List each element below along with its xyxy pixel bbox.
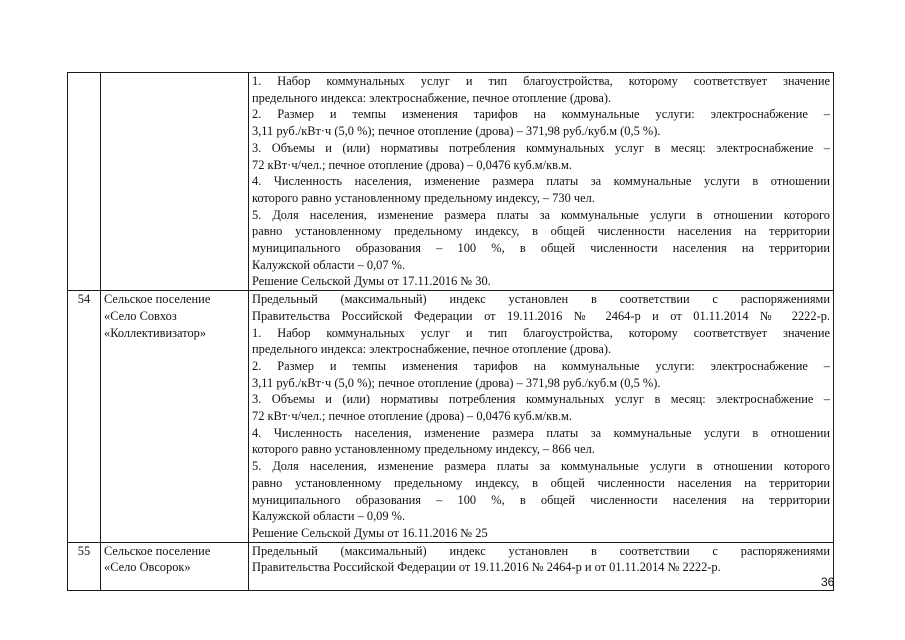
- description-line: муниципального образования – 100 %, в общей численности населения на территории: [252, 492, 830, 507]
- table-row: [68, 291, 834, 543]
- settlements-table: [67, 72, 834, 591]
- settlement-name-line: «Коллективизатор»: [104, 325, 207, 340]
- settlement-name: [101, 73, 249, 291]
- table-row: [68, 73, 834, 291]
- settlement-name-line: Сельское поселение: [104, 543, 211, 558]
- row-number: 54: [68, 291, 101, 543]
- row-number: 55: [68, 542, 101, 590]
- description-line: Калужской области – 0,09 %.: [252, 509, 406, 524]
- settlement-name: [101, 291, 249, 543]
- description-line: Калужской области – 0,07 %.: [252, 257, 406, 272]
- page-number: 36: [821, 575, 835, 589]
- description-line: 5. Доля населения, изменение размера платы за коммунальные услуги в отношении которого: [252, 459, 830, 474]
- table-row: [68, 542, 834, 590]
- description-line: Решение Сельской Думы от 17.11.2016 № 30.: [252, 274, 491, 289]
- description-line: 3,11 руб./кВт·ч (5,0 %); печное отопление (дрова) – 371,98 руб./куб.м (0,5 %).: [252, 375, 661, 390]
- description-line: 1. Набор коммунальных услуг и тип благоустройства, которому соответствует значение: [252, 325, 830, 340]
- description-line: предельного индекса: электроснабжение, печное отопление (дрова).: [252, 342, 612, 357]
- description-line: 2. Размер и темпы изменения тарифов на коммунальные услуги: электроснабжение –: [252, 358, 830, 373]
- description-line: Предельный (максимальный) индекс установлен в соответствии с распоряжениями: [252, 292, 830, 307]
- description-line: равно установленному предельному индексу, в общей численности населения на территории: [252, 224, 830, 239]
- description-line: 72 кВт·ч/чел.; печное отопление (дрова) – 0,0476 куб.м/кв.м.: [252, 409, 572, 424]
- index-description: [249, 73, 834, 291]
- index-description: [249, 542, 834, 590]
- description-line: муниципального образования – 100 %, в общей численности населения на территории: [252, 241, 830, 256]
- description-line: Предельный (максимальный) индекс установлен в соответствии с распоряжениями: [252, 543, 830, 558]
- description-line: 72 кВт·ч/чел.; печное отопление (дрова) – 0,0476 куб.м/кв.м.: [252, 157, 572, 172]
- settlement-name-line: «Село Овсорок»: [104, 560, 191, 575]
- settlement-name-line: «Село Совхоз: [104, 308, 177, 323]
- description-line: 5. Доля населения, изменение размера платы за коммунальные услуги в отношении которого: [252, 207, 830, 222]
- row-number: [68, 73, 101, 291]
- description-line: Правительства Российской Федерации от 19.11.2016 № 2464-р и от 01.11.2014 № 2222-р.: [252, 560, 721, 575]
- index-description: [249, 291, 834, 543]
- description-line: предельного индекса: электроснабжение, печное отопление (дрова).: [252, 90, 612, 105]
- description-line: Решение Сельской Думы от 16.11.2016 № 25: [252, 525, 488, 540]
- description-line: 3. Объемы и (или) нормативы потребления коммунальных услуг в месяц: электроснабжение –: [252, 140, 830, 155]
- description-line: 4. Численность населения, изменение размера платы за коммунальные услуги в отношении: [252, 174, 830, 189]
- settlement-name: [101, 542, 249, 590]
- description-line: равно установленному предельному индексу, в общей численности населения на территории: [252, 475, 830, 490]
- settlements-table-body: [68, 73, 834, 591]
- description-line: 3,11 руб./кВт·ч (5,0 %); печное отопление (дрова) – 371,98 руб./куб.м (0,5 %).: [252, 124, 661, 139]
- description-line: которого равно установленному предельному индексу, – 866 чел.: [252, 442, 595, 457]
- description-line: 2. Размер и темпы изменения тарифов на коммунальные услуги: электроснабжение –: [252, 107, 830, 122]
- description-line: Правительства Российской Федерации от 19.11.2016 № 2464-р и от 01.11.2014 № 2222-р.: [252, 308, 830, 323]
- description-line: 4. Численность населения, изменение размера платы за коммунальные услуги в отношении: [252, 425, 830, 440]
- description-line: 3. Объемы и (или) нормативы потребления коммунальных услуг в месяц: электроснабжение –: [252, 392, 830, 407]
- settlement-name-line: Сельское поселение: [104, 292, 211, 307]
- description-line: 1. Набор коммунальных услуг и тип благоустройства, которому соответствует значение: [252, 74, 830, 88]
- description-line: которого равно установленному предельному индексу, – 730 чел.: [252, 190, 595, 205]
